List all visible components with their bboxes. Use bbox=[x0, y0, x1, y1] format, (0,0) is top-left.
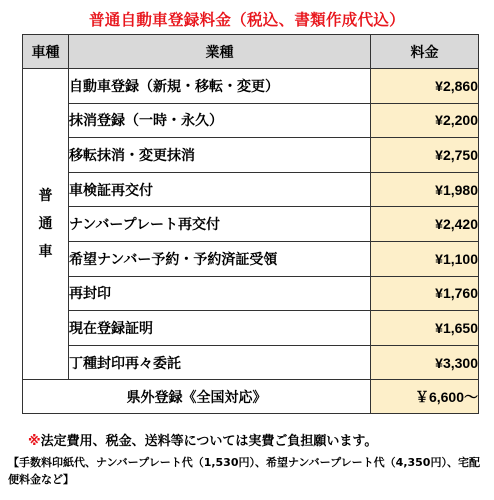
service-price: ¥1,100 bbox=[371, 241, 479, 276]
service-price: ¥2,420 bbox=[371, 207, 479, 242]
service-name: 丁種封印再々委託 bbox=[69, 345, 371, 380]
service-name: 再封印 bbox=[69, 276, 371, 311]
service-name: 抹消登録（一時・永久） bbox=[69, 103, 371, 138]
table-row bbox=[23, 69, 479, 104]
table-row bbox=[23, 172, 479, 207]
service-price: ¥1,650 bbox=[371, 311, 479, 346]
header-service: 業種 bbox=[69, 35, 371, 69]
table-row bbox=[23, 207, 479, 242]
table-row bbox=[23, 276, 479, 311]
header-price: 料金 bbox=[371, 35, 479, 69]
header-vehicle: 車種 bbox=[23, 35, 69, 69]
fee-table bbox=[22, 34, 479, 414]
table-row bbox=[23, 103, 479, 138]
page-title: 普通自動車登録料金（税込、書類作成代込） bbox=[88, 11, 405, 29]
table-header-row bbox=[23, 35, 479, 69]
note-details: 【手数料印紙代、ナンバープレート代（1,530円）、希望ナンバープレート代（4,350円）、宅配便料金など】 bbox=[8, 456, 480, 486]
table-row bbox=[23, 138, 479, 173]
table-row bbox=[23, 345, 479, 380]
vehicle-type-char: 車 bbox=[38, 244, 53, 261]
vehicle-type-char: 普 bbox=[38, 188, 53, 205]
out-of-prefecture-label: 県外登録《全国対応》 bbox=[23, 380, 371, 414]
vehicle-type-char: 通 bbox=[38, 216, 53, 233]
service-name: 車検証再交付 bbox=[69, 172, 371, 207]
service-name: 希望ナンバー予約・予約済証受領 bbox=[69, 241, 371, 276]
service-name: 移転抹消・変更抹消 bbox=[69, 138, 371, 173]
service-price: ¥1,980 bbox=[371, 172, 479, 207]
note-actual-costs bbox=[28, 430, 377, 449]
table-row bbox=[23, 241, 479, 276]
note-text: 法定費用、税金、送料等については実費ご負担願います。 bbox=[40, 434, 378, 449]
service-price: ¥2,200 bbox=[371, 103, 479, 138]
table-footer-row bbox=[23, 380, 479, 414]
table-row bbox=[23, 311, 479, 346]
service-price: ¥3,300 bbox=[371, 345, 479, 380]
service-name: 現在登録証明 bbox=[69, 311, 371, 346]
service-name: ナンバープレート再交付 bbox=[69, 207, 371, 242]
vehicle-type-cell bbox=[23, 69, 69, 380]
note-mark: ※ bbox=[28, 434, 41, 449]
out-of-prefecture-price: ￥6,600～ bbox=[371, 380, 479, 414]
service-price: ¥1,760 bbox=[371, 276, 479, 311]
service-price: ¥2,860 bbox=[371, 69, 479, 104]
service-name: 自動車登録（新規・移転・変更） bbox=[69, 69, 371, 104]
service-price: ¥2,750 bbox=[371, 138, 479, 173]
